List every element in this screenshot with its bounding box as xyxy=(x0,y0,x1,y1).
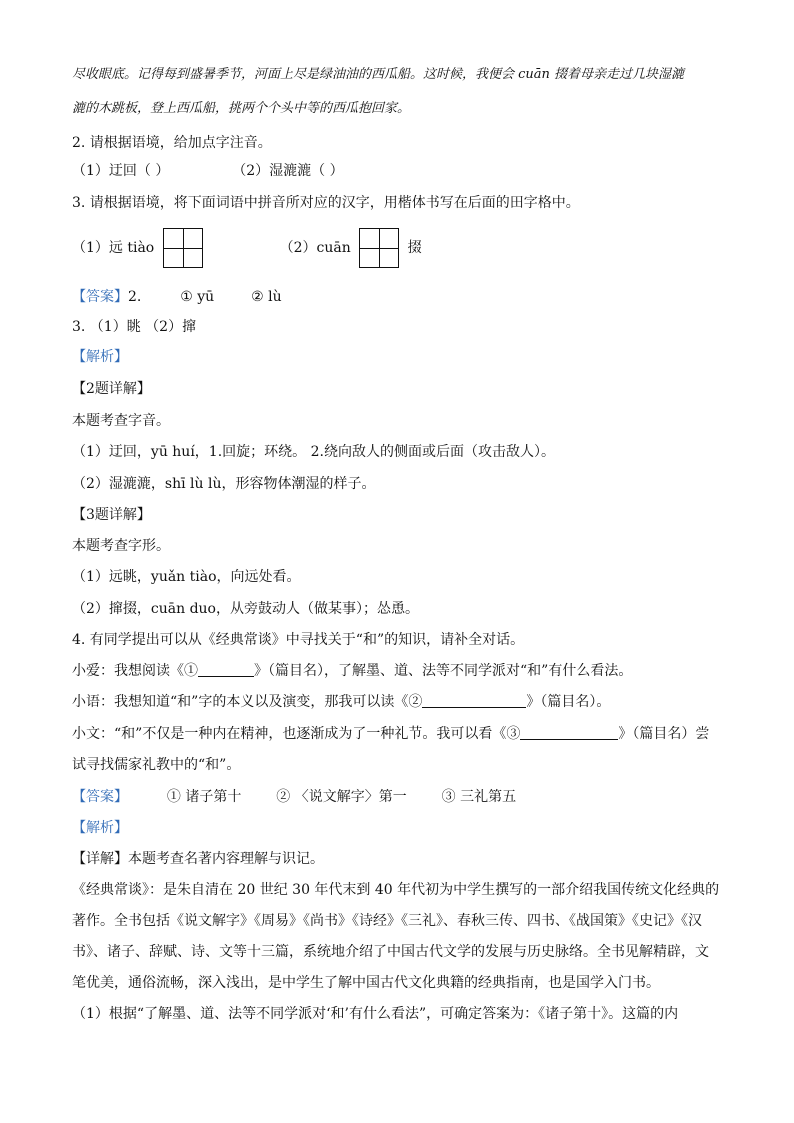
blank-3[interactable] xyxy=(520,725,618,740)
q2-detail-p2: （2）湿漉漉，shī lù lù，形容物体潮湿的样子。 xyxy=(72,476,376,492)
q4-detail-p4: 笔优美，通俗流畅，深入浅出，是中学生了解中国古代文化典籍的经典指南，也是国学入门书。 xyxy=(72,975,660,991)
answer-4-3: ③ 三礼第五 xyxy=(441,789,517,805)
q3-detail-intro: 本题考查字形。 xyxy=(72,538,170,554)
answer-number: 2. xyxy=(128,289,142,305)
answer-block-2 xyxy=(72,788,516,806)
dialogue-xiaowen-b: 》（篇目名）尝 xyxy=(618,726,710,742)
q4-detail-p1: 《经典常谈》：是朱自清在 20 世纪 30 年代末到 40 年代初为中学生撰写的一部介绍我国传统文化经典的 xyxy=(72,882,720,898)
q2-detail-intro: 本题考查字音。 xyxy=(72,413,170,429)
dialogue-xiaoai-b: 》（篇目名），了解墨、道、法等不同学派对“和”有什么看法。 xyxy=(254,663,633,679)
answer-tag-2: 【答案】 xyxy=(72,789,128,805)
analysis-tag-2: 【解析】 xyxy=(72,820,128,836)
q3-detail-p2: （2）撺掇，cuān duo，从旁鼓动人（做某事）；怂恿。 xyxy=(72,601,419,617)
question-2-stem: 2. 请根据语境，给加点字注音。 xyxy=(72,135,272,151)
answer-tag: 【答案】 xyxy=(72,289,128,305)
q4-detail-p3: 书》、诸子、辞赋、诗、文等十三篇，系统地介绍了中国古代文学的发展与历史脉络。全书见解精辟，文 xyxy=(72,944,709,960)
dialogue-xiaoyu-a: 小语：我想知道“和”字的本义以及演变，那我可以读《② xyxy=(72,694,423,710)
passage-line-2: 漉的木跳板，登上西瓜船，挑两个个头中等的西瓜抱回家。 xyxy=(72,101,411,116)
q4-detail: 【详解】本题考查名著内容理解与识记。 xyxy=(72,851,324,867)
dialogue-xiaowen xyxy=(72,725,709,743)
dialogue-xiaowen-cont: 试寻找儒家礼教中的“和”。 xyxy=(72,757,241,773)
blank-1[interactable] xyxy=(198,662,254,677)
dialogue-xiaoai-a: 小爱：我想阅读《① xyxy=(72,663,198,679)
q2-item-1: （1）迂回（ ） xyxy=(72,163,170,179)
passage-line-1: 尽收眼底。记得每到盛暑季节，河面上尽是绿油油的西瓜船。这时候，我便会 cuān 掇着母亲走过几块湿漉 xyxy=(72,67,685,82)
q2-item-2: （2）湿漉漉（ ） xyxy=(232,163,344,179)
tianzige-box-2[interactable] xyxy=(359,228,399,268)
answer-block-1 xyxy=(72,288,282,306)
q3-detail-tag: 【3题详解】 xyxy=(72,507,151,523)
tianzige-box-1[interactable] xyxy=(163,228,203,268)
q3-item-2-prefix: （2）cuān xyxy=(279,240,351,256)
dialogue-xiaoyu xyxy=(72,693,610,711)
answer-2-1: ① yū xyxy=(180,289,215,305)
q3-item-2-suffix: 掇 xyxy=(407,240,422,256)
blank-2[interactable] xyxy=(422,693,526,708)
question-4-stem: 4. 有同学提出可以从《经典常谈》中寻找关于“和”的知识，请补全对话。 xyxy=(72,632,525,648)
q4-detail-p5: （1）根据“了解墨、道、法等不同学派对‘和’有什么看法”，可确定答案为：《诸子第十》。这篇的内 xyxy=(72,1006,679,1022)
q2-detail-tag: 【2题详解】 xyxy=(72,381,151,397)
answer-4-2: ② 〈说文解字〉第一 xyxy=(276,789,407,805)
q3-detail-p1: （1）远眺，yuǎn tiào，向远处看。 xyxy=(72,569,301,585)
question-3-stem: 3. 请根据语境，将下面词语中拼音所对应的汉字，用楷体书写在后面的田字格中。 xyxy=(72,195,580,211)
q4-detail-p2: 著作。全书包括《说文解字》《周易》《尚书》《诗经》《三礼》、春秋三传、四书、《战国策》《史记》《汉 xyxy=(72,913,702,929)
answer-3: 3. （1）眺 （2）撺 xyxy=(72,319,197,335)
q2-detail-p1: （1）迂回，yū huí，1.回旋；环绕。 2.绕向敌人的侧面或后面（攻击敌人）。 xyxy=(72,444,555,460)
question-2-items xyxy=(72,162,344,180)
dialogue-xiaoai xyxy=(72,662,632,680)
question-3-items xyxy=(72,228,422,268)
dialogue-xiaoyu-b: 》（篇目名）。 xyxy=(526,694,611,710)
q3-item-1-prefix: （1）远 tiào xyxy=(72,240,155,256)
answer-2-2: ② lù xyxy=(251,289,282,305)
analysis-tag-1: 【解析】 xyxy=(72,349,128,365)
dialogue-xiaowen-a: 小文：“和”不仅是一种内在精神，也逐渐成为了一种礼节。我可以看《③ xyxy=(72,726,521,742)
answer-4-1: ① 诸子第十 xyxy=(166,789,242,805)
